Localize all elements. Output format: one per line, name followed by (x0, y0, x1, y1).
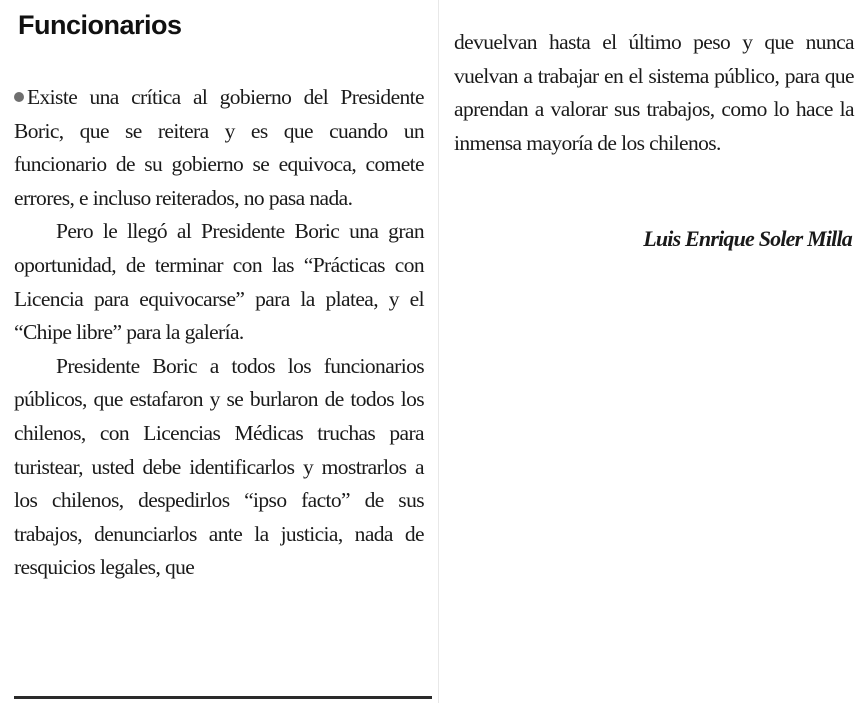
bottom-rule (14, 696, 432, 699)
paragraph-1-text: Existe una crítica al gobierno del Presidente Boric, que se reitera y es que cuando un funcionario de su gobierno se equivoca, comete errores, e incluso reiterados, no pasa nada. (14, 85, 424, 210)
column-divider (438, 0, 439, 703)
left-column-text (14, 81, 424, 585)
right-column-text (454, 26, 854, 160)
paragraph-2: Pero le llegó al Presidente Boric una gran oportunidad, de terminar con las “Prácticas con Licencia para equivocarse” para la platea, y el “Chipe libre” para la galería. (14, 219, 424, 345)
paragraph-1 (14, 81, 424, 215)
bullet-icon (14, 92, 24, 102)
section-title: Funcionarios (18, 10, 182, 40)
paragraph-continued: devuelvan hasta el último peso y que nunca vuelvan a trabajar en el sistema público, para que aprendan a valorar sus trabajos, como lo hace la inmensa mayoría de los chilenos. (454, 30, 854, 155)
paragraph-3: Presidente Boric a todos los funcionarios públicos, que estafaron y se burlaron de todos los chilenos, con Licencias Médicas truchas para turistear, usted debe identificarlos y mostrarlos a los chilenos, despedirlos “ipso facto” de sus trabajos, denunciarlos ante la justicia, nada de resquicios legales, que (14, 353, 424, 580)
author-signature: Luis Enrique Soler Milla (643, 226, 852, 251)
